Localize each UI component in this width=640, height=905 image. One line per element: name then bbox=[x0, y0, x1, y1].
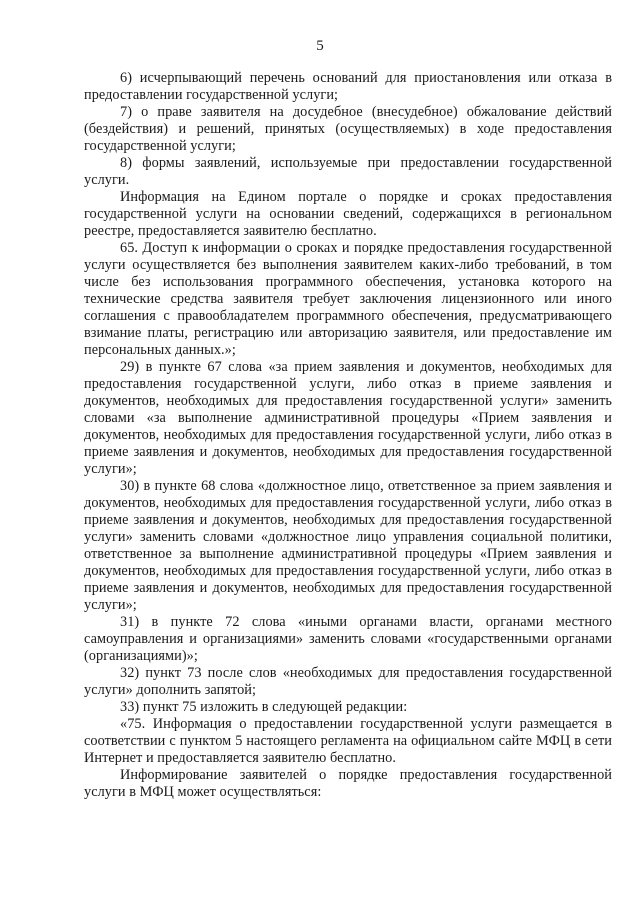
paragraph-item-6: 6) исчерпывающий перечень оснований для приостановления или отказа в предоставлении государственной услуги; bbox=[84, 70, 612, 103]
paragraph-amendment-31: 31) в пункте 72 слова «иными органами власти, органами местного самоуправления и организациями» заменить словами «государственными органами (организациями)»; bbox=[84, 614, 612, 664]
document-body bbox=[84, 70, 612, 801]
paragraph-amendment-33: 33) пункт 75 изложить в следующей редакции: bbox=[120, 699, 408, 715]
paragraph-clause-65: 65. Доступ к информации о сроках и порядке предоставления государственной услуги осуществляется без выполнения заявителем каких-либо требований, в том числе без использования программного обеспечения, установка которого на технические средства заявителя требует заключения лицензионного или иного соглашения с правообладателем программного обеспечения, предусматривающего взимание платы, регистрацию или авторизацию заявителя, или предоставление им персональных данных.»; bbox=[84, 240, 612, 358]
paragraph-amendment-29: 29) в пункте 67 слова «за прием заявления и документов, необходимых для предоставления государственной услуги, либо отказ в приеме заявления и документов, необходимых для предоставления государственной услуги» заменить словами «за выполнение административной процедуры «Прием заявления и документов, необходимых для предоставления государственной услуги, либо отказ в приеме заявления и документов, необходимых для предоставления государственной услуги»; bbox=[84, 359, 612, 477]
paragraph-informing: Информирование заявителей о порядке предоставления государственной услуги в МФЦ может осуществляться: bbox=[84, 767, 612, 800]
paragraph-item-8: 8) формы заявлений, используемые при предоставлении государственной услуги. bbox=[84, 155, 612, 188]
paragraph-portal-info: Информация на Едином портале о порядке и сроках предоставления государственной услуги на основании сведений, содержащихся в региональном реестре, предоставляется заявителю бесплатно. bbox=[84, 189, 612, 239]
paragraph-amendment-32: 32) пункт 73 после слов «необходимых для предоставления государственной услуги» дополнить запятой; bbox=[84, 665, 612, 698]
page-number: 5 bbox=[316, 38, 324, 54]
paragraph-clause-75: «75. Информация о предоставлении государственной услуги размещается в соответствии с пунктом 5 настоящего регламента на официальном сайте МФЦ в сети Интернет и предоставляется заявителю бесплатно. bbox=[84, 716, 612, 766]
paragraph-item-7: 7) о праве заявителя на досудебное (внесудебное) обжалование действий (бездействия) и решений, принятых (осуществляемых) в ходе предоставления государственной услуги; bbox=[84, 104, 612, 154]
paragraph-amendment-30: 30) в пункте 68 слова «должностное лицо, ответственное за прием заявления и документов, необходимых для предоставления государственной услуги, либо отказ в приеме заявления и документов, необходимых для предоставления государственной услуги» заменить словами «должностное лицо управления социальной политики, ответственное за выполнение административной процедуры «Прием заявления и документов, необходимых для предоставления государственной услуги, либо отказ в приеме заявления и документов, необходимых для предоставления государственной услуги»; bbox=[84, 478, 612, 613]
